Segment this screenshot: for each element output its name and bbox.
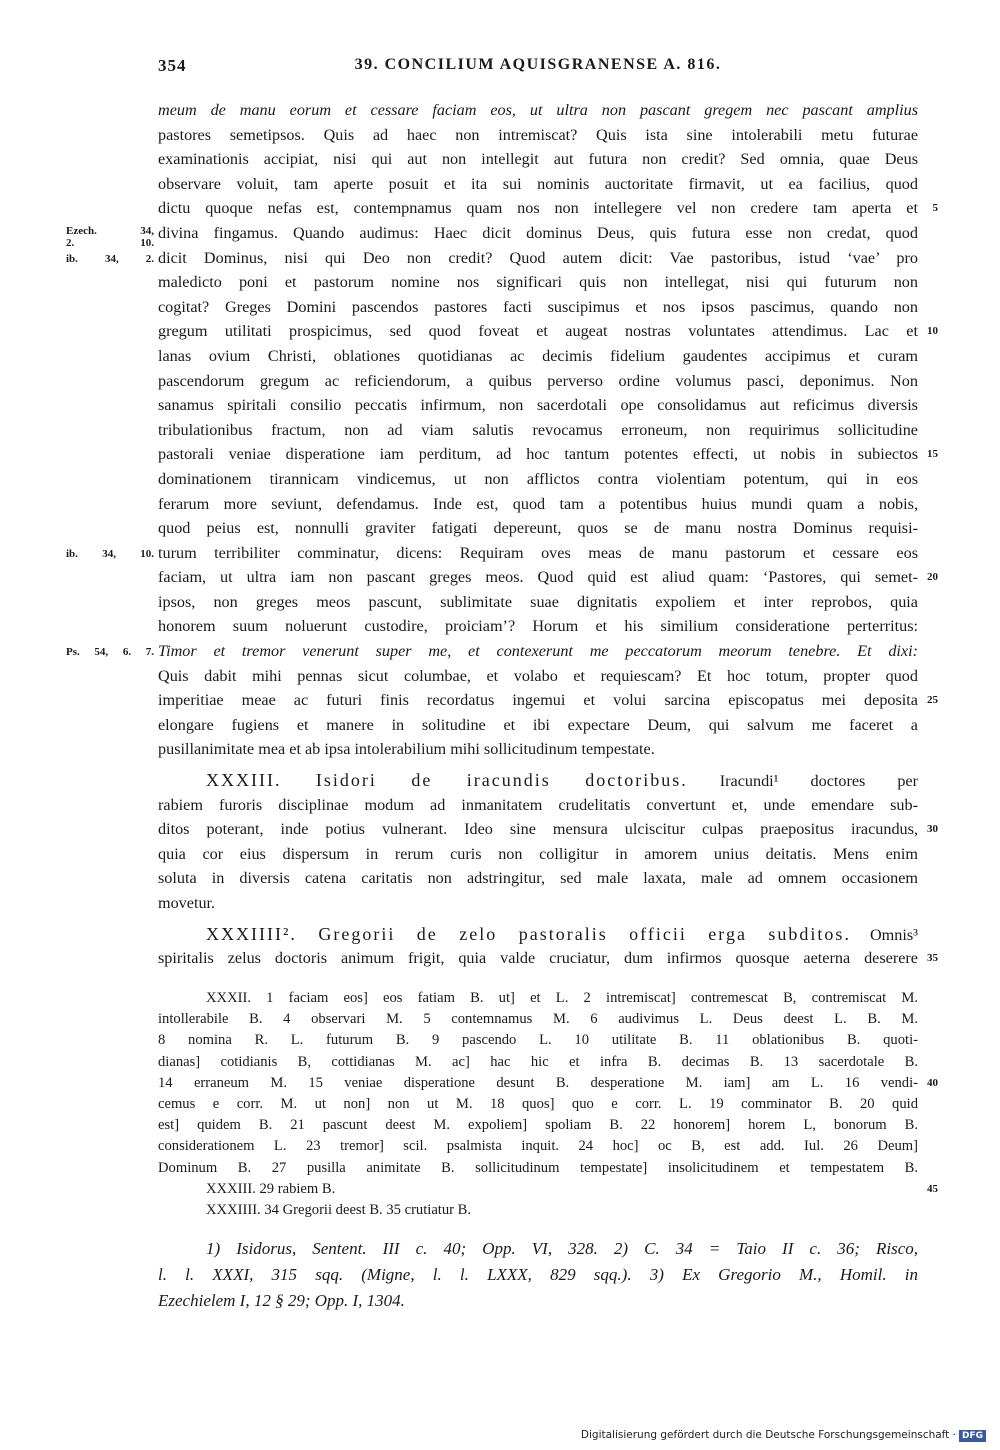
dfg-logo: DFG: [959, 1430, 986, 1442]
text-line: cogitat? Greges Domini pascendos pastores facti suscipimus et nos ipsos pascimus, quando non: [158, 297, 918, 316]
credit-text: Digitalisierung gefördert durch die Deutsche Forschungsgemeinschaft ·: [580, 1429, 956, 1441]
page-number: 354: [158, 56, 187, 75]
text-line: rabiem furoris disciplinae modum ad inmanitatem crudelitatis convertunt et, unde emendare sub-: [158, 795, 918, 814]
text-line: Quis dabit mihi pennas sicut columbae, et volabo et requiescam? Et hoc totum, propter quod: [158, 666, 918, 685]
apparatus-line: Dominum B. 27 pusilla animitate B. sollicitudinum tempestate] insolicitudinem et tempestatem B.: [158, 1159, 918, 1176]
text-line: ditos poterant, inde potius vulnerant. Ideo sine mensura ulciscitur culpas praepositus iracundus, 30: [158, 817, 918, 842]
text-line: dominationem tirannicam vindicemus, ut non afflictos contra violentiam potentum, qui in eos: [158, 469, 918, 488]
page-header: [158, 56, 918, 80]
text-line: ib. 34, 2. dicit Dominus, nisi qui Deo non credit? Quod autem dicit: Vae pastoribus, istud ‘vae’ pro: [158, 246, 918, 271]
section-heading-line: XXXIII. Isidori de iracundis doctoribus. Iracundi¹ doctores per: [206, 770, 919, 791]
apparatus-line: considerationem L. 23 tremor] scil. psalmista inquit. 24 hoc] oc B, est add. Iul. 26 Deum]: [158, 1138, 918, 1155]
text-line: elongare fugiens et manere in solitudine et ibi expectare Deum, qui salvum me faceret a: [158, 715, 918, 734]
main-text: [66, 98, 938, 971]
text-line: gregum utilitati prospicimus, sed quod foveat et augeat nostras voluntates attendimus. Lac et 10: [158, 319, 918, 344]
footnote-line: 1) Isidorus, Sentent. III c. 40; Opp. VI, 328. 2) C. 34 = Taio II c. 36; Risco,: [206, 1239, 918, 1258]
text-line: ib. 34, 10. turum terribiliter comminatur, dicens: Requiram oves meas de manu pastorum et cessare eos: [158, 541, 918, 566]
apparatus-line: intollerabile B. 4 observari M. 5 contemnamus M. 6 audivimus L. Deus deest L. B. M.: [158, 1011, 918, 1028]
text-line: Ezech. 34, 2. 10. divina fingamus. Quando audimus: Haec dicit dominus Deus, quis futura esse non credat, quod: [158, 221, 918, 246]
text-line: meum de manu eorum et cessare faciam eos, ut ultra non pascant gregem nec pascant amplius: [158, 101, 918, 119]
text-line: lanas ovium Christi, oblationes quotidianas ac decimis fidelium gaudentes accipimus et curam: [158, 346, 918, 365]
digitization-credit: [581, 1429, 986, 1442]
footnote-line: l. l. XXXI, 315 sqq. (Migne, l. l. LXXX, 829 sqq.). 3) Ex Gregorio M., Homil. in: [158, 1265, 918, 1284]
text-line: sanamus spiritali consilio peccatis infirmum, non sacerdotali ope consolidamus aut reficimus diversis: [158, 396, 918, 415]
section-heading: XXXIII. Isidori de iracundis doctoribus.: [206, 770, 688, 791]
apparatus-line: XXXII. 1 faciam eos] eos fatiam B. ut] et L. 2 intremiscat] contremescat B, contremiscat M.: [206, 990, 918, 1006]
text-line: pascendorum gregum ac reficiendorum, a quibus perverso ordine volumus pasci, deponimus. Non: [158, 371, 918, 390]
margin-reference: Ezech. 34, 2. 10.: [66, 224, 154, 249]
apparatus-line: 14 erraneum M. 15 veniae disperatione desunt B. desperatione M. iam] am L. 16 vendi- 40: [158, 1073, 918, 1094]
margin-reference: ib. 34, 10.: [66, 547, 154, 560]
text-line: observare voluit, tam aperte posuit et ita sui nominis auctoritate firmavit, ut ea facilius, quod: [158, 174, 918, 193]
text-line: examinationis accipiat, nisi qui aut non intellegit aut futura non credit? Sed omnia, quae Deus: [158, 150, 918, 169]
line-number: 10: [927, 325, 938, 338]
margin-reference: ib. 34, 2.: [66, 252, 154, 265]
text-line: Ps. 54, 6. 7. Timor et tremor venerunt super me, et contexerunt me peccatorum meorum tenebre. Et dixi:: [158, 639, 918, 664]
footnote-line: Ezechielem I, 12 § 29; Opp. I, 1304.: [158, 1291, 405, 1310]
text-line: movetur.: [158, 894, 216, 912]
apparatus-line: 8 nomina R. L. futurum B. 9 pascendo L. 10 utilitate B. 11 oblationibus B. quoti-: [158, 1032, 918, 1049]
line-number: 45: [927, 1182, 938, 1195]
text-line: soluta in diversis catena caritatis non adstringitur, sed male laxata, male ad omnem occasionem: [158, 869, 918, 888]
text-line: imperitiae meae ac futuri finis recordatus ingemui et volui sarcina episcopatus mei deposita 25: [158, 688, 918, 713]
running-title: 39. CONCILIUM AQUISGRANENSE A. 816.: [354, 56, 722, 73]
line-number: 40: [927, 1076, 938, 1089]
margin-reference: Ps. 54, 6. 7.: [66, 646, 154, 659]
line-number: 35: [927, 952, 938, 965]
text-line: maledicto poni et pastorum nomine nos significari quis non intellegat, nisi qui futurum non: [158, 273, 918, 292]
text-line: tribulationibus fractum, non ad viam salutis revocamus erroneum, non requirimus sollicitudine: [158, 420, 918, 439]
text-line: ferarum more seviunt, defendamus. Inde est, quod tam a potentibus huius mundi quam a nobis,: [158, 494, 918, 513]
text-line: pastores semetipsos. Quis ad haec non intremiscat? Quis ista sine intolerabili metu futurae: [158, 125, 918, 144]
line-number: 30: [927, 823, 938, 836]
text-line: faciam, ut ultra iam non pascant greges meos. Quod quid est aliud quam: ‘Pastores, qui semet- 20: [158, 565, 918, 590]
apparatus-line: XXXIII. 29 rabiem B. 45: [158, 1179, 918, 1200]
text-line: dictu quoque nefas est, contempnamus quam nos non intellegere vel non credere tam aperta et 5: [158, 196, 918, 221]
apparatus-line: cemus e corr. M. ut non] non ut M. 18 quos] quo e corr. L. 19 comminator B. 20 quid: [158, 1095, 918, 1112]
critical-apparatus: [158, 988, 938, 1221]
section-heading-line: XXXIIII². Gregorii de zelo pastoralis officii erga subditos. Omnis³: [206, 923, 919, 944]
footnotes: [158, 1236, 918, 1314]
text-line: pusillanimitate mea et ab ipsa intolerabilium mihi sollicitudinum tempestate.: [158, 740, 655, 759]
text-line: pastorali veniae disperatione iam perditum, ad hoc tantum potentes effecti, ut nobis in subiectos 15: [158, 442, 918, 467]
text-line: ipsos, non greges meos pascunt, sublimitate suae dignitatis expoliem et inter reprobos, quia: [158, 592, 918, 611]
apparatus-line: est] quidem B. 21 pascunt deest M. expoliem] spoliam B. 22 honorem] horem L, bonorum B.: [158, 1117, 918, 1134]
line-number: 25: [927, 694, 938, 707]
line-number: 20: [927, 571, 938, 584]
text-line: spiritalis zelus doctoris animum frigit, quia valde cruciatur, dum infirmos quosque aeterna deserere 35: [158, 946, 918, 971]
line-number: 5: [932, 202, 938, 215]
section-heading: XXXIIII². Gregorii de zelo pastoralis officii erga subditos.: [206, 923, 851, 944]
text-line: honorem suum noluerunt custodire, proiciam’? Horum et his similium consideratione perterritus:: [158, 617, 918, 636]
line-number: 15: [927, 448, 938, 461]
apparatus-line: dianas] cotidianis B, cottidianas M. ac] hac hic et infra B. decimas B. 13 sacerdotale B.: [158, 1053, 918, 1070]
text-line: quia cor eius dispersum in rerum curis non colligitur in amorem unius deitatis. Mens enim: [158, 844, 918, 863]
apparatus-line: XXXIIII. 34 Gregorii deest B. 35 crutiatur B.: [206, 1201, 472, 1218]
text-line: quod peius est, nonnulli graviter fatigati depereunt, quos se de manu nostra Dominus requisi-: [158, 519, 918, 538]
